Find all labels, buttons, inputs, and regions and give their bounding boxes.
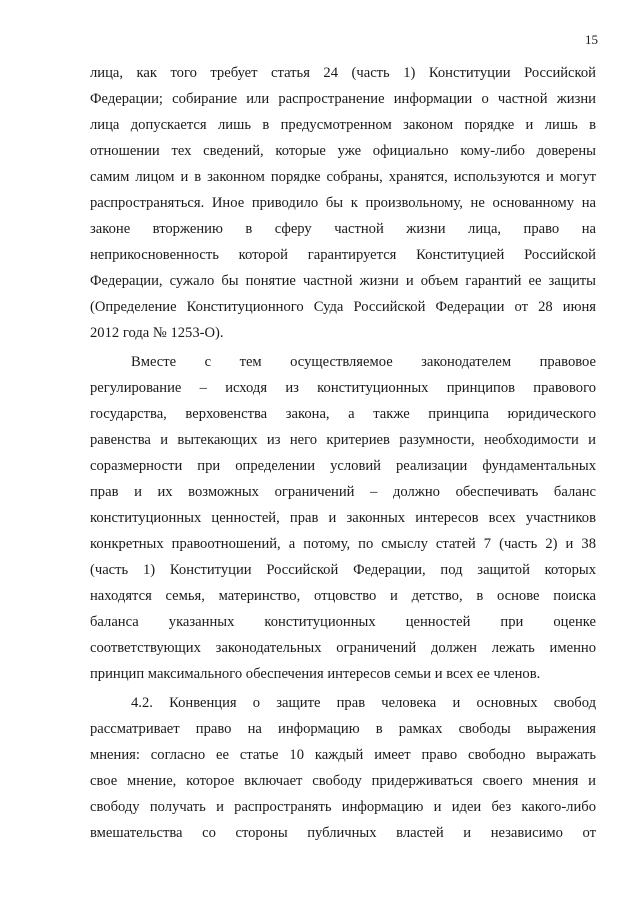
text-line: мнения: согласно ее статье 10 каждый имеет право свободно выражать [90,747,596,763]
text-line: свое мнение, которое включает свободу придерживаться своего мнения и [90,773,596,789]
text-line: рассматривает право на информацию в рамках свободы выражения [90,721,596,737]
text-line: баланса указанных конституционных ценностей при оценке [90,614,596,630]
text-line: (Определение Конституционного Суда Российской Федерации от 28 июня [90,299,596,315]
text-line: отношении тех сведений, которые уже официально кому-либо доверены [90,143,596,159]
text-line: 4.2. Конвенция о защите прав человека и основных свобод [131,695,596,711]
text-line: 2012 года № 1253-О). [90,325,224,341]
text-line: Федерации, сужало бы понятие частной жизни и объем гарантий ее защиты [90,273,596,289]
text-line: принцип максимального обеспечения интересов семьи и всех ее членов. [90,666,541,682]
text-line: (часть 1) Конституции Российской Федерации, под защитой которых [90,562,596,578]
text-line: прав и их возможных ограничений – должно обеспечивать баланс [90,484,596,500]
text-line: неприкосновенность которой гарантируется Конституцией Российской [90,247,596,263]
text-line: Вместе с тем осуществляемое законодателем правовое [131,354,596,370]
text-line: соразмерности при определении условий реализации фундаментальных [90,458,596,474]
page-number: 15 [585,32,598,47]
text-line: законе вторжению в сферу частной жизни лица, право на [90,221,596,237]
text-line: свободу получать и распространять информацию и идеи без какого-либо [90,799,596,815]
text-line: Федерации; собирание или распространение информации о частной жизни [90,91,596,107]
text-line: находятся семья, материнство, отцовство и детство, в основе поиска [90,588,596,604]
text-line: конкретных правоотношений, а потому, по смыслу статей 7 (часть 2) и 38 [90,536,596,552]
text-line: лица, как того требует статья 24 (часть 1) Конституции Российской [90,65,596,81]
text-line: самим лицом и в законном порядке собраны, хранятся, используются и могут [90,169,596,185]
text-line: вмешательства со стороны публичных властей и независимо от [90,825,596,841]
text-line: конституционных ценностей, прав и законных интересов всех участников [90,510,596,526]
text-line: государства, верховенства закона, а также принципа юридического [90,406,596,422]
text-line: соответствующих законодательных ограничений должен лежать именно [90,640,596,656]
text-line: распространяться. Иное приводило бы к произвольному, не основанному на [90,195,596,211]
text-line: регулирование – исходя из конституционных принципов правового [90,380,596,396]
text-line: лица допускается лишь в предусмотренном законом порядке и лишь в [90,117,596,133]
text-line: равенства и вытекающих из него критериев разумности, необходимости и [90,432,596,448]
